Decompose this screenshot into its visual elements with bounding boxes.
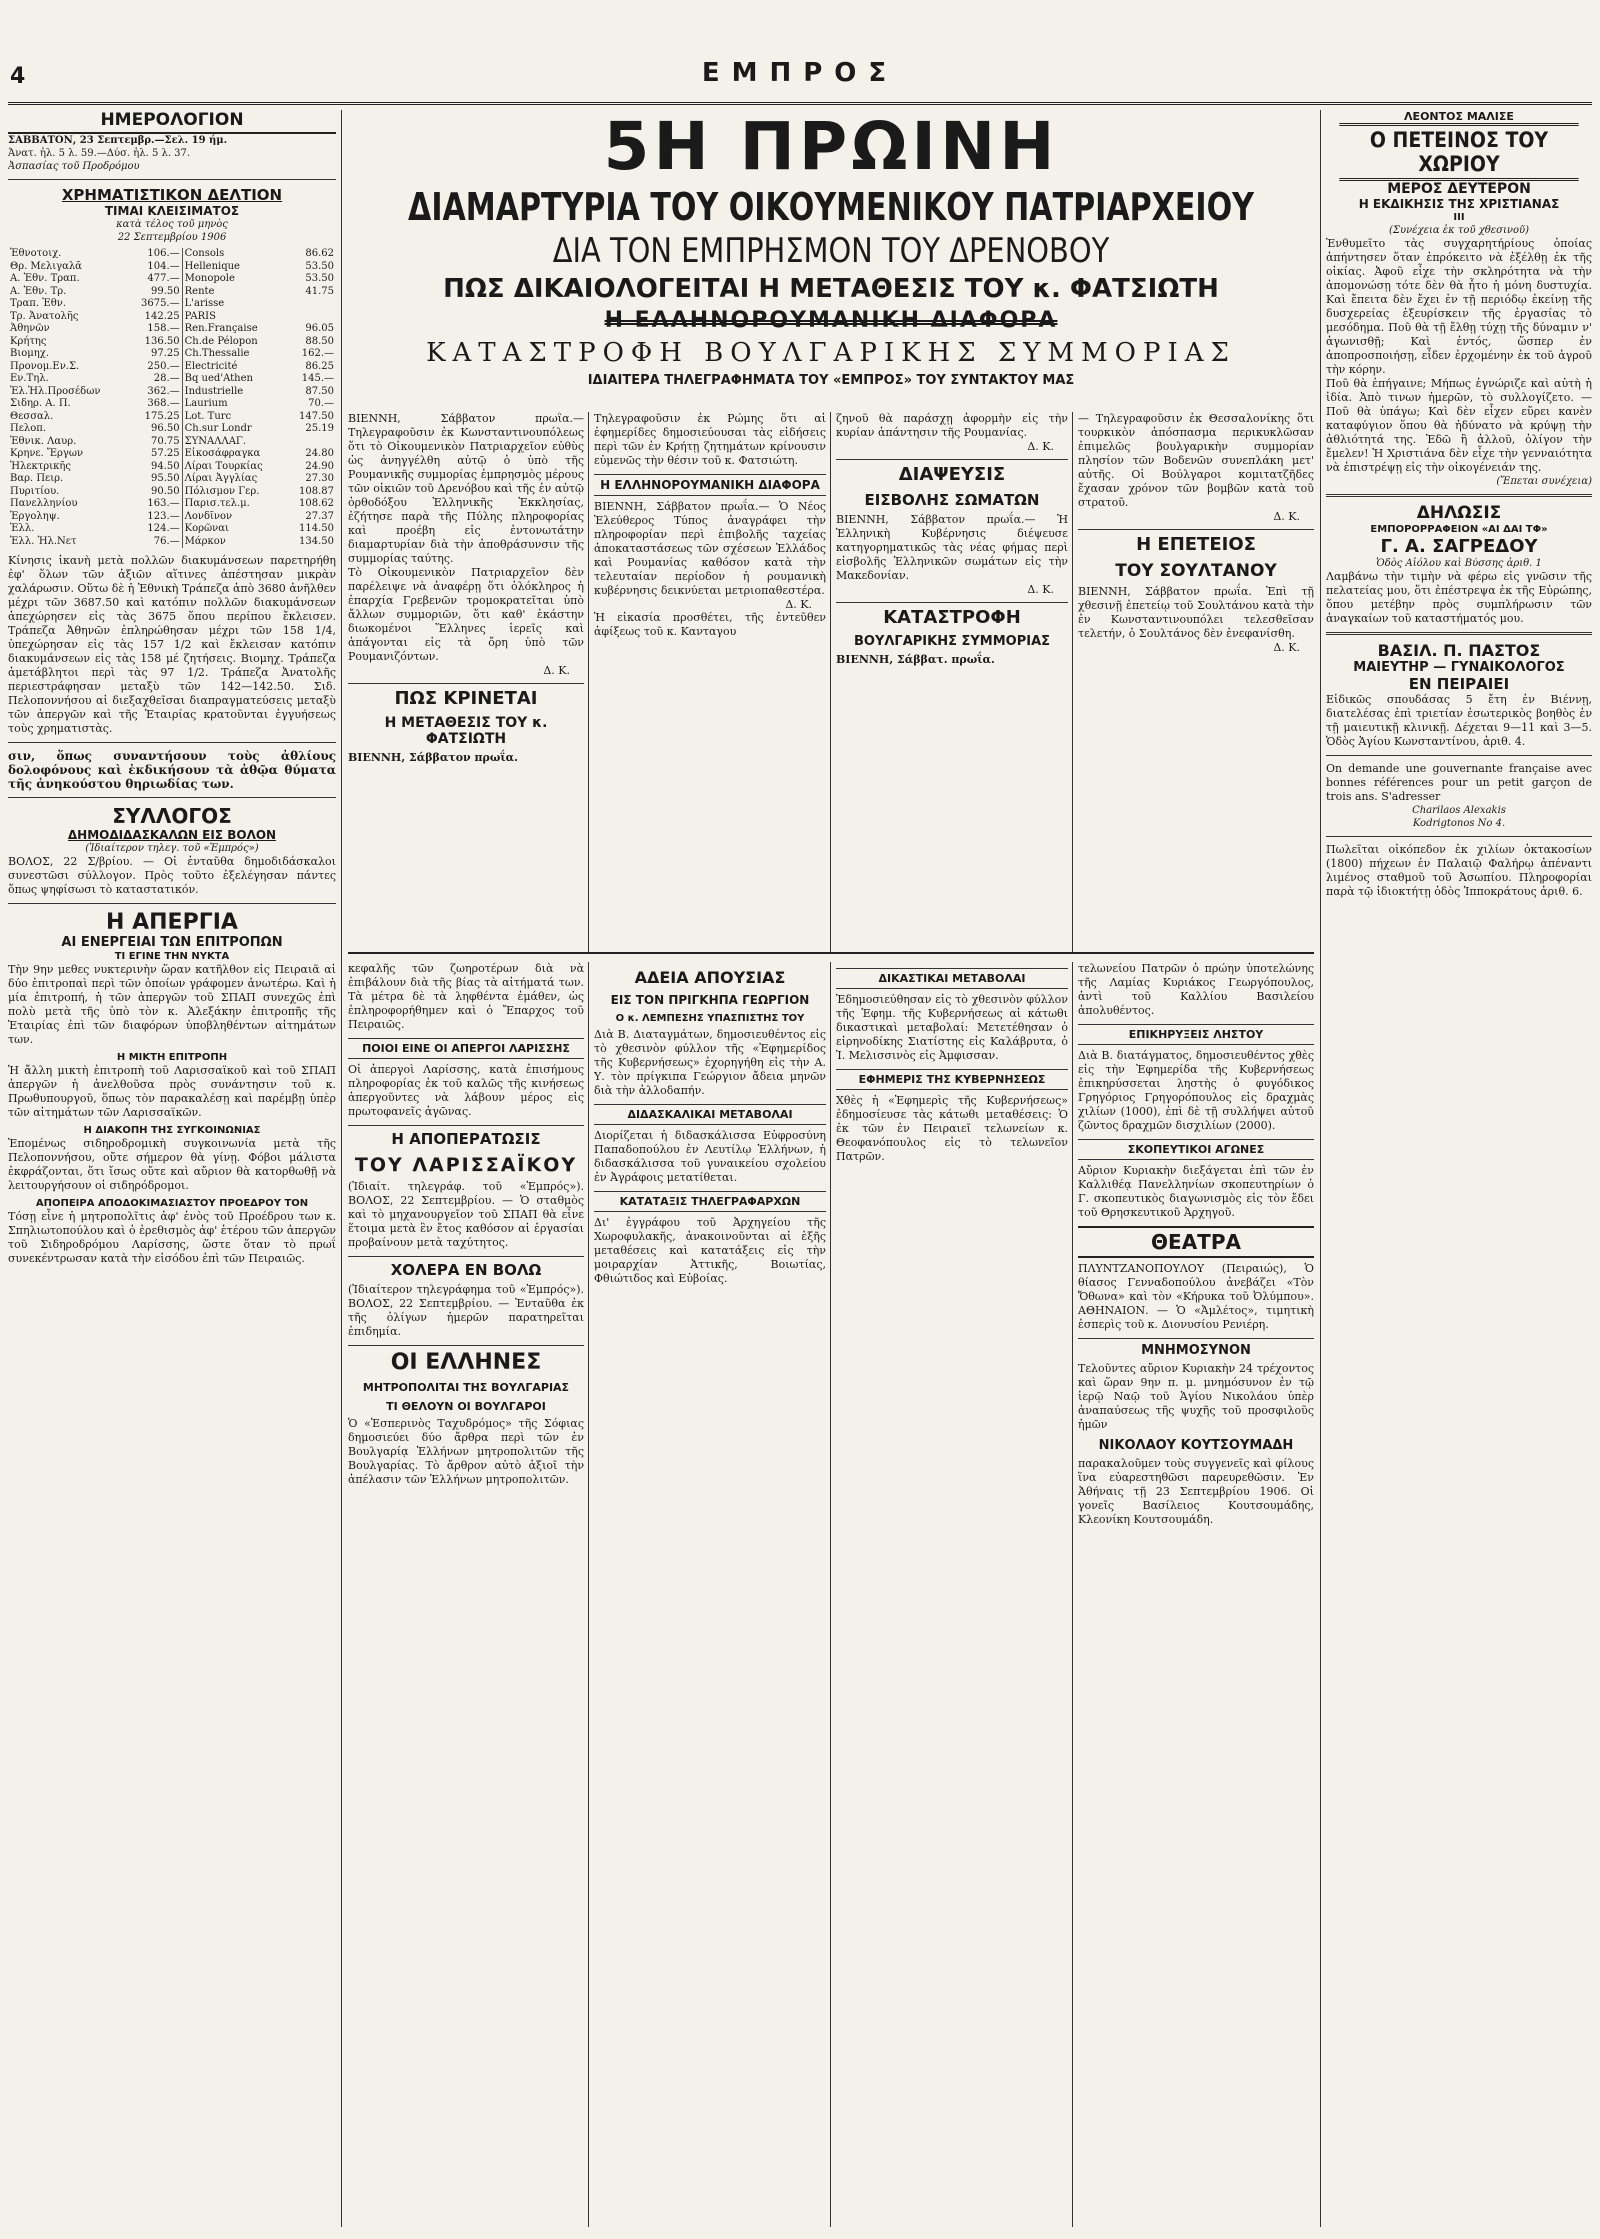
article-heading: ΕΠΙΚΗΡΥΞΕΙΣ ΛΗΣΤΟΥ (1078, 1024, 1314, 1045)
stock-row (8, 448, 336, 461)
article-heading: ΤΟΥ ΣΟΥΛΤΑΝΟΥ (1115, 561, 1277, 581)
stock-value: 368.— (147, 398, 180, 409)
article-text: Διορίζεται ἡ διδασκάλισσα Εὐφροσύνη Παπαδοπούλου ἐν Λευτίλῳ Ἑλλήνων, ἡ διδασκάλισσα τοῦ γυναικείου σχολείου ἐν Ἀγράφοις μετατίθεται. (594, 1129, 826, 1184)
stock-name: Σιδηρ. Α. Π. (10, 398, 71, 409)
stock-value: 362.— (147, 385, 180, 397)
stock-row (8, 398, 336, 411)
calendar-title: ΗΜΕΡΟΛΟΓΙΟΝ (8, 110, 336, 134)
stock-value: 142.25 (144, 310, 180, 322)
article-text: Αὔριον Κυριακὴν διεξάγεται ἐπὶ τῶν ἐν Καλλιθέᾳ Πανελληνίων σκοπευτηρίων ὁ Γ. σκοπευτικὸς διαγωνισμὸς εἰς τὸν ἔδει τοῦ Θρησκευτικοῦ Ἀρχηγοῦ. (1078, 1164, 1314, 1219)
strike-title: Η ΑΠΕΡΓΙΑ (106, 910, 238, 935)
stock-name: Εν.Τηλ. (10, 373, 49, 384)
sale-ad-text: Πωλεῖται οἰκόπεδον ἐκ χιλίων ὀκτακοσίων (1800) πήχεων ἐν Παλαιῷ Φαλήρῳ ἀπέναντι λιμένος σταθμοῦ τοῦ Ἀσωπίου. Πληροφορίαι παρὰ τῷ ἰδιοκτήτῃ ὁδὸς Ἱπποκράτους ἀριθ. 6. (1326, 843, 1592, 898)
french-ad-name: Charilaos Alexakis (1412, 805, 1506, 816)
stock-value: 114.50 (299, 523, 334, 534)
midwife-location: ΕΝ ΠΕΙΡΑΙΕΙ (1408, 675, 1510, 693)
article-text: Τὸ Οἰκουμενικὸν Πατριαρχεῖον δὲν παρέλειψε νὰ ἀναφέρῃ ὅτι ὁλόκληρος ἡ ἐπαρχία Γρεβενῶν τρομοκρατεῖται ὑπὸ ἄλλων συμμοριῶν, ὅτι καθ' ἑκάστην διωκομένοι Ἕλληνες ἱερεῖς καὶ ἀπάγονται εἰς τὰ ὄρη ὑπὸ τῶν Ρουμανιζόντων. (348, 566, 584, 663)
stock-name: Lot. Turc (182, 411, 286, 424)
syllogos-subtitle: ΔΗΜΟΔΙΔΑΣΚΑΛΩΝ ΕΙΣ ΒΟΛΟΝ (67, 828, 277, 842)
stock-value: 86.62 (305, 248, 334, 259)
midwife-title: ΒΑΣΙΛ. Π. ΠΑΣΤΟΣ (1377, 641, 1541, 660)
article-text: ΒΙΕΝΝΗ, Σάββατον πρωΐα.— Ἡ Ἑλληνικὴ Κυβέρνησις διέψευσε κατηγορηματικῶς τὰς νέας φήμας περὶ εἰσβολῆς Ἑλληνικῶν σωμάτων εἰς τὴν Μακεδονίαν. (836, 513, 1068, 582)
article-column (348, 412, 584, 952)
article-text: Οἱ ἀπεργοὶ Λαρίσσης, κατὰ ἐπισήμους πληροφορίας ἐκ τοῦ καλῶς τῆς κινήσεως ἀπεργοῦντες νὰ λάβουν μέρος εἰς πρωτοφανεῖς ἀγῶνας. (348, 1063, 584, 1118)
article-text: (Ἰδιαίτερον τηλεγράφημα τοῦ «Ἐμπρός»). ΒΟΛΟΣ, 22 Σεπτεμβρίου. — Ἐνταῦθα ἐκ τῆς ὀλίγων ἡμερῶν παρατηρεῖται ἐπιδημία. (348, 1283, 584, 1338)
stock-value: 57.25 (150, 448, 180, 459)
article-heading: ΚΑΤΑΤΑΞΙΣ ΤΗΛΕΓΡΑΦΑΡΧΩΝ (594, 1191, 826, 1212)
stock-value: 96.50 (150, 423, 180, 434)
stock-name: Bq ued'Athen (182, 373, 286, 386)
stock-name: Ch.sur Londr (182, 423, 286, 436)
stock-value: 70.— (308, 398, 334, 409)
article-heading: ΕΦΗΜΕΡΙΣ ΤΗΣ ΚΥΒΕΡΝΗΣΕΩΣ (836, 1069, 1068, 1090)
column-divider (341, 110, 342, 2227)
kicker-text: σιν, ὅπως συναντήσουν τοὺς ἀθλίους δολοφόνους καὶ ἐκδικήσουν τὰ ἀθῷα θύματα τῆς ἀνηκούστου θηριωδίας των. (8, 749, 336, 791)
theatre-heading: ΘΕΑΤΡΑ (1078, 1226, 1314, 1258)
upper-articles (348, 412, 1314, 954)
notice-text: Λαμβάνω τὴν τιμὴν νὰ φέρω εἰς γνῶσιν τῆς πελατείας μου, ὅτι ἐπέστρεψα ἐκ τῆς Εὐρώπης, ὅπου μετέβην πρὸς συμπλήρωσιν τῶν ἀναγκαίων τοῦ καταστήματός μου. (1326, 570, 1592, 625)
stock-name: Ἐθνικ. Λαυρ. (10, 435, 77, 447)
banner-subtitle: ΠΩΣ ΔΙΚΑΙΟΛΟΓΕΙΤΑΙ Η ΜΕΤΑΘΕΣΙΣ ΤΟΥ κ. ΦΑΤΣΙΩΤΗ (443, 274, 1219, 304)
article-text: Τηλεγραφοῦσιν ἐκ Ρώμης ὅτι αἱ ἐφημερίδες δημοσιεύουσαι τὰς εἰδήσεις περὶ τῶν ἐν Κρήτῃ ζητημάτων κρίνουσιν εὐμενῶς τὴν θέσιν τοῦ κ. Φατσιώτη. (594, 412, 826, 467)
stock-name: Τραπ. Ἐθν. (10, 298, 67, 309)
stock-name: Α. Ἐθν. Τρ. (10, 285, 67, 297)
column-divider (1320, 110, 1321, 2227)
stock-name: Θεσσαλ. (10, 410, 54, 422)
article-text: ΒΙΕΝΝΗ, Σάββατον πρωΐα.— Τηλεγραφοῦσιν ἐκ Κωνσταντινουπόλεως ὅτι τὸ Οἰκουμενικὸν Πατριαρχεῖον εὐθὺς ὡς ἀνηγγέλθη αὐτῷ ὁ ὑπὸ τῆς Ρουμανικῆς συμμορίας ἐμπρησμὸς μέρους τῶν οἰκιῶν τοῦ Δρενόβου καὶ τῆς ἐν αὐτῷ ὀρθοδόξου Ἑλληνικῆς Ἐκκλησίας, ἐζήτησε παρὰ τῆς Πύλης πληροφορίας καὶ προέβη εἰς ἐντονωτάτην διαμαρτυρίαν διὰ τὴν ἀποθράσυνσιν τῆς συμμορίας ταύτης. (348, 412, 584, 565)
syllogos-source: (Ἰδιαίτερον τηλεγ. τοῦ «Ἐμπρός») (85, 843, 259, 854)
article-heading: ΜΝΗΜΟΣΥΝΟΝ (1078, 1338, 1314, 1358)
article-column (594, 962, 826, 2227)
stock-value: 76.— (153, 535, 180, 547)
article-heading: ΤΙ ΘΕΛΟΥΝ ΟΙ ΒΟΥΛΓΑΡΟΙ (386, 1400, 546, 1413)
stock-value: 53.50 (305, 260, 334, 272)
stock-row (8, 523, 336, 536)
stock-value: 53.50 (305, 273, 334, 284)
article-text: ΒΙΕΝΝΗ, Σάββατον πρωΐα. Ἐπὶ τῇ χθεσινῇ ἐπετείῳ τοῦ Σουλτάνου κατὰ τὴν ἐν Κωνσταντινουπόλει τελεσθεῖσαν τελετήν, ὁ Σουλτάνος δὲν ἐνεφανίσθη. (1078, 585, 1314, 640)
article-text: Διὰ Β. διατάγματος, δημοσιευθέντος χθὲς εἰς τὴν Ἐφημερίδα τῆς Κυβερνήσεως ἐπικηρύσσεται ληστὴς ὁ φυγόδικος Γρηγόριος Γρηγορόπουλος εἰς δραχμὰς χιλίων (1000), ἐπὶ δὲ τῇ συλλήψει αὐτοῦ ζῶντος δραχμῶν δισχιλίων (2000). (1078, 1049, 1314, 1132)
stock-name: Μάρκον (182, 536, 286, 549)
stock-row (8, 473, 336, 486)
stock-name: Ch.de Pélopon (182, 336, 286, 349)
stock-value: 477.— (147, 273, 180, 284)
article-text: Δι' ἐγγράφου τοῦ Ἀρχηγείου τῆς Χωροφυλακῆς, ἀνακοινοῦνται αἱ ἑξῆς μεταθέσεις καὶ κατατάξεις εἰς τὴν μοιραρχίαν Ἀττικῆς, Βοιωτίας, Φθιώτιδος καὶ Εὐβοίας. (594, 1216, 826, 1285)
article-heading: Η ΕΛΛΗΝΟΡΟΥΜΑΝΙΚΗ ΔΙΑΦΟΡΑ (594, 474, 826, 496)
article-heading: ΚΑΤΑΣΤΡΟΦΗ (836, 602, 1068, 628)
admin-title: Η ΔΙΑΚΟΠΗ ΤΗΣ ΣΥΓΚΟΙΝΩΝΙΑΣ (83, 1125, 261, 1136)
stock-name: Ch.Thessalie (182, 348, 286, 361)
serial-section: ΛΕΟΝΤΟΣ ΜΑΛΙΣΕ (1404, 110, 1514, 123)
notice-name: Γ. Α. ΣΑΓΡΕΔΟΥ (1380, 536, 1538, 557)
stock-name: Λίραι Τουρκίας (182, 461, 286, 474)
stock-row (8, 348, 336, 361)
article-column (594, 412, 826, 952)
stock-value: 123.— (147, 510, 180, 522)
stock-name: Ἐλ.Ἠλ.Προσέδων (10, 385, 101, 397)
stock-value: 99.50 (150, 285, 180, 297)
stock-value: 163.— (147, 498, 180, 509)
syllogos-title: ΣΥΛΛΟΓΟΣ (112, 804, 232, 828)
serial-part: ΜΕΡΟΣ ΔΕΥΤΕΡΟΝ (1387, 181, 1531, 197)
stock-value: 28.— (153, 373, 180, 384)
serial-chapter: ΙΙΙ (1453, 212, 1465, 223)
article-heading: ΔΙΚΑΣΤΙΚΑΙ ΜΕΤΑΒΟΛΑΙ (836, 968, 1068, 989)
calendar-line: Ἀνατ. ἡλ. 5 λ. 59.—Δύσ. ἡλ. 5 λ. 37. (8, 148, 191, 159)
stock-value: 3675.— (140, 298, 180, 309)
stock-row (8, 323, 336, 336)
article-text: ΠΛΥΝΤΖΑΝΟΠΟΥΛΟΥ (Πειραιώς), Ὁ θίασος Γενναδοπούλου ἀνεβάζει «Τὸν Ὄθωνα» καὶ τὸν «Κήρυκα τοῦ Ὀλύμπου». ΑΘΗΝΑΙΟΝ. — Ὁ «Ἀμλέτος», τιμητικὴ ἑσπερὶς τοῦ κ. Διονυσίου Ρενιέρη. (1078, 1262, 1314, 1331)
stock-row (8, 411, 336, 424)
article-text: ζηνοῦ θὰ παράσχῃ ἀφορμὴν εἰς τὴν κυρίαν ἀπάντησιν τῆς Ρουμανίας. (836, 412, 1068, 439)
article-text: τελωνείου Πατρῶν ὁ πρώην ὑποτελώνης τῆς Λαμίας Κυριάκος Γεωργόπουλος, ἀντὶ τοῦ Καλλίου Βασιλείου ἀπολυθέντος. (1078, 962, 1314, 1017)
article-heading: ΔΙΑΨΕΥΣΙΣ (836, 459, 1068, 485)
stock-name: Κρήτης (10, 335, 47, 347)
stock-name: Α. Ἐθν. Τραπ. (10, 273, 80, 284)
article-heading: Η ΑΠΟΠΕΡΑΤΩΣΙΣ (348, 1125, 584, 1148)
signature: Δ. Κ. (785, 598, 812, 611)
stock-name: Βαρ. Πειρ. (10, 473, 64, 484)
signature: Δ. Κ. (1273, 510, 1300, 523)
strike-subtitle: ΑΙ ΕΝΕΡΓΕΙΑΙ ΤΩΝ ΕΠΙΤΡΟΠΩΝ (61, 935, 283, 950)
serial-title: Ο ΠΕΤΕΙΝΟΣ ΤΟΥ ΧΩΡΙΟΥ (1339, 123, 1578, 181)
stock-name: Κρηνε. Ἔργων (10, 448, 84, 459)
stock-name: Consols (182, 248, 286, 261)
mixed-committee-text: Ἡ ἄλλη μικτὴ ἐπιτροπὴ τοῦ Λαρισσαϊκοῦ καὶ τοῦ ΣΠΑΠ ἀπεργῶν ἡ ἀνελθοῦσα πρὸς συνάντησιν τοῦ κ. Πρωθυπουργοῦ, ὅπως τὸν παρακαλέσῃ καὶ παρέμβῃ ὑπὲρ τῶν αἰτημάτων τῶν Λαρισσαϊκῶν. (8, 1064, 336, 1119)
stock-name: Πελοπ. (10, 423, 47, 434)
stock-row (8, 373, 336, 386)
stock-value: 87.50 (305, 385, 334, 397)
stock-name: Θρ. Μελιγαλᾶ (10, 260, 82, 272)
notice-subtitle: ΕΜΠΟΡΟΡΡΑΦΕΙΟΝ «ΑΙ ΔΑΙ ΤΦ» (1370, 524, 1548, 535)
stock-value: 86.25 (305, 360, 334, 372)
memorial-name: ΝΙΚΟΛΑΟΥ ΚΟΥΤΣΟΥΜΑΔΗ (1098, 1438, 1294, 1453)
stock-name: L'arisse (182, 298, 286, 311)
banner-subtitle: ΔΙΑΜΑΡΤΥΡΙΑ ΤΟΥ ΟΙΚΟΥΜΕΝΙΚΟΥ ΠΑΤΡΙΑΡΧΕΙΟΥ (408, 185, 1254, 229)
article-text: — Τηλεγραφοῦσιν ἐκ Θεσσαλονίκης ὅτι τουρκικὸν ἀπόσπασμα περικυκλῶσαν ἐπιμελῶς βουλγαρικὴν συμμορίαν πλησίον τῶν Βοδενῶν συνεπλάκη μετ' αὐτῆς. Οἱ Βούλγαροι κομιτατζῆδες ἔχασαν χρόνον τῶν βομβῶν κατὰ τοῦ στρατοῦ. (1078, 412, 1314, 509)
stock-name: ΣΥΝΑΛΛΑΓ. (182, 436, 286, 449)
serial-text: Ποῦ θὰ ἐπήγαινε; Μήπως ἐγνώριζε καὶ αὐτὴ ἡ ἰδία. Ἀπὸ τινων ἡμερῶν, τὸ συλλογίζετο. — Ποῦ θὰ ὑπάγω; Καὶ δὲν εἶχεν εὕρει κανὲν καταφύγιον ὅπου θὰ ἠδύνατο νὰ κρύψῃ τὴν ἀθλιότητά της. Ἐδῶ ἢ ἀλλοῦ, ὀλίγον τὴν ἔμελεν! Ἡ Χριστιάνα δὲν εἶχε τὴν γενναιότητα νὰ ἐπιστρέψῃ εἰς τὴν οἰκογένειάν της. (1326, 377, 1592, 474)
exchange-date: 22 Σεπτεμβρίου 1906 (117, 232, 227, 243)
stock-name: Ἐλλ. (10, 523, 35, 534)
stock-value: 25.19 (305, 423, 334, 434)
serial-continuation: (Ἔπεται συνέχεια) (1496, 476, 1592, 487)
stock-name: Laurium (182, 398, 286, 411)
stock-name: Ἐθνοτοιχ. (10, 248, 62, 259)
stock-name: Rente (182, 286, 286, 299)
stock-value: 70.75 (150, 435, 180, 447)
article-column (348, 962, 584, 2227)
masthead-rule (8, 102, 1592, 105)
article-heading: ΒΟΥΛΓΑΡΙΚΗΣ ΣΥΜΜΟΡΙΑΣ (853, 634, 1051, 649)
stock-row (8, 386, 336, 399)
stock-name: Electricité (182, 361, 286, 374)
stock-row (8, 286, 336, 299)
stock-value: 90.50 (150, 485, 180, 497)
stock-value: 124.— (147, 523, 180, 534)
article-text: Ὁ «Ἑσπερινὸς Ταχυδρόμος» τῆς Σόφιας δημοσιεύει δύο ἄρθρα περὶ τῶν ἐν Βουλγαρίᾳ Ἑλλήνων μητροπολιτῶν τῆς Βουλγαρίας. Τὸ ἄρθρον αὐτὸ ἀξιοῖ τὴν ἀπέλασιν τῶν Ἑλλήνων μητροπολιτῶν. (348, 1417, 584, 1486)
article-text: ΒΙΕΝΝΗ, Σάββατον πρωΐα.— Ὁ Νέος Ἐλεύθερος Τύπος ἀναγράφει τὴν πληροφορίαν περὶ ἐπιβολῆς ταχείας ἀποκαταστάσεως τῶν σχέσεων Ἑλλάδος καὶ Ρουμανίας καθόσον κατὰ τὴν τελευταίαν περίοδον ἡ ρουμανικὴ κυβέρνησις δεικνύεται μετριοπαθεστέρα. (594, 500, 826, 597)
stock-name: Πυριτίου. (10, 485, 60, 497)
page-number: 4 (10, 64, 26, 89)
article-text: Ἐδημοσιεύθησαν εἰς τὸ χθεσινὸν φύλλον τῆς Ἐφημ. τῆς Κυβερνήσεως αἱ κάτωθι δικαστικαὶ μεταβολαί: Μετετέθησαν ὁ εἰρηνοδίκης Σιατίστης εἰς Καλάβρυτα, ὁ Ἰ. Μελισσινὸς εἰς Ἀμφισσαν. (836, 993, 1068, 1062)
signature: Δ. Κ. (1027, 583, 1054, 596)
stock-value: 147.50 (299, 410, 334, 422)
stock-row (8, 273, 336, 286)
stock-row (8, 248, 336, 261)
article-heading: Η ΜΕΤΑΘΕΣΙΣ ΤΟΥ κ. ΦΑΤΣΙΩΤΗ (384, 715, 548, 747)
stock-value: 106.— (147, 248, 180, 259)
article-text: Διὰ Β. Διαταγμάτων, δημοσιευθέντος εἰς τὸ χθεσινὸν φύλλον τῆς «Ἐφημερίδος τῆς Κυβερνήσεως» ἐχορηγήθη εἰς τὴν Α. Υ. τὸν πρίγκιπα Γεώργιον ἄδεια μηνῶν διὰ τὴν ἀλλοδαπήν. (594, 1028, 826, 1097)
exchange-subtitle: ΤΙΜΑΙ ΚΛΕΙΣΙΜΑΤΟΣ (104, 204, 240, 218)
stock-name: Industrielle (182, 386, 286, 399)
article-column (836, 412, 1068, 952)
syllogos-text: ΒΟΛΟΣ, 22 Σ/βρίου. — Οἱ ἐνταῦθα δημοδιδάσκαλοι συνεστῶσι σύλλογον. Πρὸς τοῦτο ἐξελέγησαν πάντες ὅπως ψηφίσωσι τὸ καταστατικόν. (8, 855, 336, 896)
stock-value: 108.62 (299, 498, 334, 509)
stock-name: Ἐλλ. Ἠλ.Νετ (10, 535, 77, 547)
stock-value (287, 436, 336, 449)
article-heading: ΕΙΣΒΟΛΗΣ ΣΩΜΑΤΩΝ (864, 491, 1040, 509)
article-heading: ΤΟΥ ΛΑΡΙΣΣΑΪΚΟΥ (354, 1154, 578, 1176)
stock-row (8, 436, 336, 449)
article-heading: ΑΔΕΙΑ ΑΠΟΥΣΙΑΣ (634, 968, 786, 987)
stock-name: Κορῶναι (182, 523, 286, 536)
stock-row (8, 261, 336, 274)
article-heading: ΜΗΤΡΟΠΟΛΙΤΑΙ ΤΗΣ ΒΟΥΛΓΑΡΙΑΣ (362, 1381, 570, 1394)
right-column (1326, 110, 1592, 2227)
stock-value: 136.50 (144, 335, 180, 347)
stock-name: Ἐργοληψ. (10, 510, 60, 522)
french-ad-address: Kodrigtonos No 4. (1412, 818, 1506, 829)
lower-articles (348, 962, 1314, 2227)
article-heading: ΣΚΟΠΕΥΤΙΚΟΙ ΑΓΩΝΕΣ (1078, 1139, 1314, 1160)
stock-value: 24.90 (305, 460, 334, 472)
stock-row (8, 498, 336, 511)
stock-row (8, 536, 336, 549)
stock-value: 94.50 (150, 460, 180, 472)
stock-value: 95.50 (150, 473, 180, 484)
stock-value: 104.— (147, 260, 180, 272)
stock-row (8, 336, 336, 349)
stock-name: Πόλισμον Γερ. (182, 486, 286, 499)
stock-name: Ἀθηνῶν (10, 323, 50, 334)
article-heading: ΕΙΣ ΤΟΝ ΠΡΙΓΚΗΠΑ ΓΕΩΡΓΙΟΝ (610, 993, 810, 1007)
article-heading: ΧΟΛΕΡΑ ΕΝ ΒΟΛΩ (348, 1256, 584, 1279)
stock-value: 175.25 (144, 410, 180, 422)
serial-text: Ἐνθυμεῖτο τὰς συγχαρητήρίους ὁποίας ἀπήντησεν ὅταν ἐπρόκειτο νὰ ἐξέλθῃ ἐκ τῆς οἰκίας. Ἀφοῦ εἶχε τὴν σκληρότητα νὰ τὴν ἀπομονώσῃ τότε δὲν θὰ ἦτο ἡ μόνη δυστυχία. Καὶ ἔπειτα δὲν ἔχει ἐν τῇ περιόδῳ ἐκείνῃ τῆς δυσχερείας ἐξευρίσκειν τῆς ἐργασίας τὸ μεσόδημα. Ποῦ θὰ τῇ ἔλθῃ τύχῃ τῆς δύναμιν ν' ἀγωνισθῇ; Καὶ ἐντός, ὥσπερ ἐν ἀποπροσποιήσῃ, εἶδεν ἐρχομένην ἐκ τοῦ ἀγροῦ τὴν κόρην. (1326, 237, 1592, 376)
signature: Δ. Κ. (1027, 440, 1054, 453)
final-title: ΑΠΟΠΕΙΡΑ ΑΠΟΔΟΚΙΜΑΣΙΑΣΤΟΥ ΠΡΟΕΔΡΟΥ ΤΟΝ (35, 1198, 309, 1209)
article-column (1078, 412, 1314, 952)
article-heading: ΟΙ ΕΛΛΗΝΕΣ (348, 1345, 584, 1375)
stock-value: 24.80 (305, 448, 334, 459)
serial-subtitle: Η ΕΚΔΙΚΗΣΙΣ ΤΗΣ ΧΡΙΣΤΙΑΝΑΣ (1358, 197, 1560, 211)
exchange-title: ΧΡΗΜΑΤΙΣΤΙΚΟΝ ΔΕΛΤΙΟΝ (61, 186, 283, 204)
calendar-line: ΣΑΒΒΑΤΟΝ, 23 Σεπτεμβρ.—Σελ. 19 ήμ. (8, 135, 228, 146)
stock-value: 250.— (147, 360, 180, 372)
serial-continued: (Συνέχεια ἐκ τοῦ χθεσινοῦ) (1389, 225, 1529, 236)
stock-table (8, 248, 336, 548)
article-text: Χθὲς ἡ «Ἐφημερὶς τῆς Κυβερνήσεως» ἐδημοσίευσε τὰς κάτωθι μεταθέσεις: Ὁ ἐκ τῶν ἐν Πειραιεῖ τελωνείων κ. Θεοφανόπουλος εἰς τὸ τελωνεῖον Πατρῶν. (836, 1094, 1068, 1163)
stock-row (8, 461, 336, 474)
stock-value: 97.25 (150, 348, 180, 359)
stock-name: Λονδῖνον (182, 511, 286, 524)
article-heading: Η ΕΠΕΤΕΙΟΣ (1078, 529, 1314, 555)
banner-subtitle: ΚΑΤΑΣΤΡΟΦΗ ΒΟΥΛΓΑΡΙΚΗΣ ΣΥΜΜΟΡΙΑΣ (426, 338, 1236, 368)
stock-name: Εἰκοσάφραγκα (182, 448, 286, 461)
stock-name: Λίραι Ἀγγλίας (182, 473, 286, 486)
stock-value: 145.— (301, 373, 334, 384)
calendar-line: Ἀσπασίας τοῦ Προδρόμου (8, 161, 140, 172)
stock-value: 162.— (301, 348, 334, 359)
stock-value: 88.50 (305, 335, 334, 347)
signature: Δ. Κ. (543, 664, 570, 677)
article-column (836, 962, 1068, 2227)
stock-value: 41.75 (305, 285, 334, 297)
stock-row (8, 298, 336, 311)
stock-row (8, 511, 336, 524)
stock-name: Προνομ.Εν.Σ. (10, 360, 80, 372)
stock-value (287, 298, 336, 311)
stock-value: 108.87 (299, 485, 334, 497)
banner-subtitle: ΔΙΑ ΤΟΝ ΕΜΠΡΗΣΜΟΝ ΤΟΥ ΔΡΕΝΟΒΟΥ (552, 231, 1110, 271)
article-text: ΒΙΕΝΝΗ, Σάββατ. πρωΐα. (836, 653, 995, 666)
main-banner (348, 110, 1314, 392)
banner-title: 5Η ΠΡΩΙΝΗ (603, 108, 1059, 185)
article-text: κεφαλῆς τῶν ζωηροτέρων διὰ νὰ ἐπιβάλουν διὰ τῆς βίας τὰ αἰτήματά των. Τὰ μέτρα δὲ τὰ ληφθέντα ἐμάθεν, ὡς ἐπληροφορήθημεν καὶ ὁ Ἔπαρχος τοῦ Πειραιῶς. (348, 962, 584, 1031)
exchange-commentary: Κίνησις ἱκανὴ μετὰ πολλῶν διακυμάνσεων παρετηρήθη ἐφ' ὅλων τῶν ἀξιῶν αἵτινες ἀπέστησαν μικρὰν χαλάρωσιν. Οὕτω δὲ ἡ Ἐθνικὴ Τράπεζα ἀπὸ 3680 ἀνῆλθεν μέχρι τῶν 3687.50 καὶ κατόπιν πολλῶν διακυμάνσεων ἀπεχώρησεν εἰς τὰς 3675 ὅπου περίπου ἔκλεισεν. Τράπεζα Ἀθηνῶν ἐπληρώθησαν μέχρι τῶν 158 1/4, ὑπεχώρησαν εἰς τὰς 157 1/2 καὶ ἔκλεισαν κατόπιν διακυμάνσεων εἰς τὰς 158 μέ ζητήσεις. Βιομηχ. Τράπεζα ἀμετάβλητοι περὶ τὰς 97 1/2. Τράπεζα Ἀνατολῆς περιεστράφησαν μεταξὺ τῶν 142—142.50. Σιδ. Πελοποννήσου αἱ διεξαχθεῖσαι διαπραγματεύσεις μεταξὺ τῶν ἀπεργῶν καὶ τῆς Ἑταιρίας κρατοῦνται ἐγγυήσεως τοὺς χρηματιστὰς. (8, 554, 336, 735)
mixed-committee-title: Η ΜΙΚΤΗ ΕΠΙΤΡΟΠΗ (116, 1052, 228, 1063)
article-heading: ΔΙΔΑΣΚΑΛΙΚΑΙ ΜΕΤΑΒΟΛΑΙ (594, 1104, 826, 1125)
banner-subtitle: Η ΕΛΛΗΝΟΡΟΥΜΑΝΙΚΗ ΔΙΑΦΟΡΑ (604, 308, 1058, 333)
exchange-note: κατὰ τέλος τοῦ μηνὸς (116, 219, 228, 230)
stock-name: Τρ. Ἀνατολῆς (10, 310, 79, 322)
stock-value: 27.37 (305, 510, 334, 522)
stock-name: Monopole (182, 273, 286, 286)
strike-text: Τὴν 9ην μεθες νυκτερινὴν ὥραν κατῆλθον εἰς Πειραιᾶ αἱ δύο ἐπιτροπαὶ περὶ τῶν ὁποίων γράφομεν ἀνωτέρω. Καὶ ἡ μία ἐπιτροπή, ἡ τῶν ἀπεργῶν τοῦ ΣΠΑΠ συνεχῶς ἐπὶ πολὺ μετὰ τῆς ὑπὸ τὸν κ. Ἀλεξάκην ἐπιτροπῆς τῆς Ἑταιρίας ἐπὶ τῶν διαφόρων ὑποβληθέντων αἰτημάτων των. (8, 963, 336, 1046)
stock-name: PARIS (182, 311, 286, 324)
article-heading: Ο κ. ΛΕΜΠΕΣΗΣ ΥΠΑΣΠΙΣΤΗΣ ΤΟΥ (615, 1013, 805, 1024)
article-text: (Ἰδιαίτ. τηλεγράφ. τοῦ «Ἐμπρός»). ΒΟΛΟΣ, 22 Σεπτεμβρίου. — Ὁ σταθμὸς καὶ τὸ μηχανουργεῖον τοῦ ΣΠΑΠ θὰ εἶνε ἕτοιμα μετὰ ἓν ἔτος καθόσον αἱ ἐργασίαι προβαίνουν μετὰ ταχύτητος. (348, 1180, 584, 1249)
article-text: παρακαλοῦμεν τοὺς συγγενεῖς καὶ φίλους ἵνα εὐαρεστηθῶσι παρευρεθῶσιν. Ἐν Ἀθήναις τῇ 23 Σεπτεμβρίου 1906. Οἱ γονεῖς Βασίλειος Κουτσουμάδης, Κλεονίκη Κουτσουμάδη. (1078, 1457, 1314, 1526)
stock-name: Βιομηχ. (10, 348, 50, 359)
stock-value: 96.05 (305, 323, 334, 334)
midwife-subtitle: ΜΑΙΕΥΤΗΡ — ΓΥΝΑΙΚΟΛΟΓΟΣ (1353, 660, 1565, 675)
admin-text: Ἐπομένως σιδηροδρομικὴ συγκοινωνία μετὰ τῆς Πελοποννήσου, οὔτε σήμερον θὰ γίνῃ. Φόβοι μάλιστα ἐκφράζονται, ὅτι ἴσως οὔτε καὶ αὔριον θὰ κατορθωθῇ νὰ λειτουργήσουν οἱ σιδηρόδρομοι. (8, 1137, 336, 1192)
article-text: Ἡ εἰκασία προσθέτει, τῆς ἐντεῦθεν ἀφίξεως τοῦ κ. Κανταγου (594, 611, 826, 638)
paper-title: ΕΜΠΡΟΣ (701, 58, 899, 88)
notice-title: ΔΗΛΩΣΙΣ (1416, 503, 1502, 523)
stock-name: Hellenique (182, 261, 286, 274)
stock-value (287, 311, 336, 324)
banner-subtitle: ΙΔΙΑΙΤΕΡΑ ΤΗΛΕΓΡΑΦΗΜΑΤΑ ΤΟΥ «ΕΜΠΡΟΣ» ΤΟΥ ΣΥΝΤΑΚΤΟΥ ΜΑΣ (587, 373, 1075, 388)
stock-value: 134.50 (299, 535, 334, 547)
stock-row (8, 361, 336, 374)
signature: Δ. Κ. (1273, 641, 1300, 654)
stock-row (8, 423, 336, 436)
stock-name: Παρισ.τελ.μ. (182, 498, 286, 511)
stock-value: 27.30 (305, 473, 334, 484)
stock-value: 158.— (147, 323, 180, 334)
article-heading: ΠΩΣ ΚΡΙΝΕΤΑΙ (348, 683, 584, 709)
article-heading: ΠΟΙΟΙ ΕΙΝΕ ΟΙ ΑΠΕΡΓΟΙ ΛΑΡΙΣΣΗΣ (348, 1038, 584, 1059)
midwife-text: Εἰδικῶς σπουδάσας 5 ἔτη ἐν Βιέννῃ, διατελέσας ἐπὶ τριετίαν ἐσωτερικὸς βοηθὸς ἐν τῇ μαιευτικῇ κλινικῇ. Δέχεται 9—11 καὶ 3—5. Ὁδὸς Ἁγίου Κωνσταντίνου, ἀριθ. 4. (1326, 693, 1592, 748)
french-ad-text: On demande une gouvernante française avec bonnes références pour un petit garçon de trois ans. S'adresser (1326, 762, 1592, 803)
strike-subtitle-2: ΤΙ ΕΓΙΝΕ ΤΗΝ ΝΥΚΤΑ (114, 951, 230, 962)
stock-row (8, 486, 336, 499)
article-column (1078, 962, 1314, 2227)
stock-name: Πανελληνίου (10, 498, 78, 509)
article-text: ΒΙΕΝΝΗ, Σάββατον πρωΐα. (348, 751, 518, 764)
article-text: Τελοῦντες αὔριον Κυριακὴν 24 τρέχοντος καὶ ὥραν 9ην π. μ. μνημόσυνον ἐν τῷ ἱερῷ Ναῷ τοῦ Ἁγίου Νικολάου ὑπὲρ ἀναπαύσεως τῆς ψυχῆς τοῦ προσφιλοῦς ἡμῶν (1078, 1362, 1314, 1431)
stock-name: Ἠλεκτρικῆς (10, 460, 71, 472)
left-column (8, 110, 336, 2227)
stock-row (8, 311, 336, 324)
stock-name: Ren.Française (182, 323, 286, 336)
final-text: Τόσῃ εἶνε ἡ μητροπολῖτις ἀφ' ἑνὸς τοῦ Προέδρου των κ. Σπηλιωτοπούλου καὶ ὁ ἐρεθισμὸς ἀφ' ἑτέρου τῶν ἀπεργῶν τοῦ Σιδηροδρόμου Λαρίσσης, ὥστε ὅταν τὸ πρωΐ συνεκέντρωσαν κατὰ τὴν εἰσόδου ἐπὶ τῶν Πειραιῶς. (8, 1210, 336, 1265)
notice-address: Ὁδὸς Αἰόλου καὶ Βύσσης ἀριθ. 1 (1376, 558, 1542, 569)
